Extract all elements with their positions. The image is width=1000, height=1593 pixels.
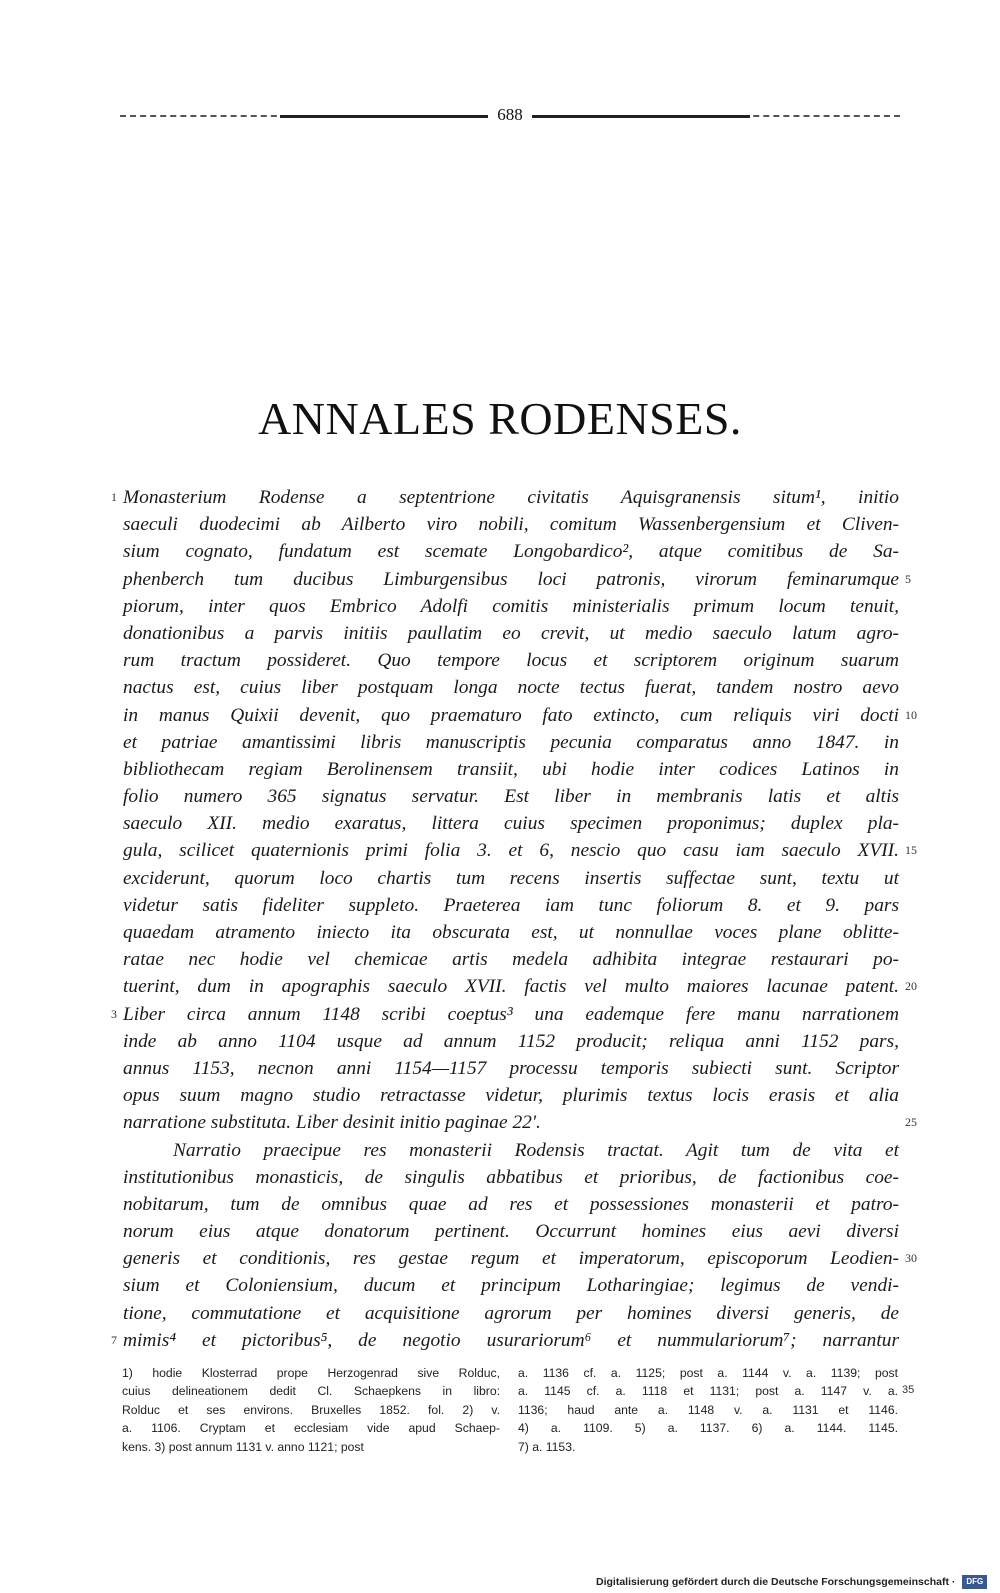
text-line — [123, 973, 917, 1000]
text-line-content: tuerint, dum in apographis saeculo XVII. factis vel multo maiores lacunae patent. — [123, 976, 899, 998]
text-line — [123, 620, 899, 647]
footnote-line: kens. 3) post annum 1131 v. anno 1121; post — [122, 1439, 364, 1454]
text-line-content: nobitarum, tum de omnibus quae ad res et possessiones monasterii et patro- — [123, 1193, 899, 1215]
text-line-content: inde ab anno 1104 usque ad annum 1152 producit; reliqua anni 1152 pars, — [123, 1030, 899, 1052]
text-line-content: saeculi duodecimi ab Ailberto viro nobili, comitum Wassenbergensium et Cliven- — [123, 514, 899, 536]
text-line — [123, 1245, 917, 1272]
text-line-content: donationibus a parvis initiis paullatim eo crevit, ut medio saeculo latum agro- — [123, 622, 899, 644]
text-line-content: quaedam atramento iniecto ita obscurata est, ut nonnullae voces plane oblitte- — [123, 922, 899, 943]
margin-mark: 3 — [111, 1006, 117, 1021]
text-line — [123, 919, 899, 946]
text-line — [123, 566, 911, 593]
footnote-line: 1) hodie Klosterrad prope Herzogenrad sive Rolduc, — [122, 1366, 500, 1380]
text-line-content: institutionibus monasticis, de singulis abbatibus et prioribus, de factionibus coe- — [123, 1166, 899, 1188]
text-line-content: sium et Coloniensium, ducum et principum Lotharingiae; legimus de vendi- — [123, 1275, 899, 1297]
header-rule-right — [532, 115, 900, 117]
text-line — [123, 511, 899, 538]
text-line-content: opus suum magno studio retractasse videtur, plurimis textus locis erasis et alia — [123, 1085, 899, 1107]
text-line-content: phenberch tum ducibus Limburgensibus loci patronis, virorum feminarumque — [123, 568, 899, 590]
text-line — [123, 946, 899, 973]
text-line-content: mimis⁴ et pictoribus⁵, de negotio usurariorum⁶ et nummulariorum⁷; narrantur — [123, 1329, 899, 1351]
text-line — [123, 1164, 899, 1191]
footnote-line: a. 1106. Cryptam et ecclesiam vide apud Schaep- — [122, 1421, 500, 1436]
text-line — [123, 1300, 899, 1327]
footnotes-column-right — [518, 1364, 898, 1456]
text-line-content: ratae nec hodie vel chemicae artis medela adhibita integrae restaurari po- — [123, 949, 899, 971]
text-line — [123, 702, 917, 729]
text-line-content: norum eius atque donatorum pertinent. Occurrunt homines eius aevi diversi — [123, 1221, 899, 1243]
text-line — [123, 647, 899, 674]
footnote-line: 4) a. 1109. 5) a. 1137. 6) a. 1144. 1145. — [518, 1421, 898, 1436]
page-number: 688 — [497, 105, 523, 124]
text-line-content: narratione substituta. Liber desinit initio paginae 22'. — [123, 1112, 541, 1134]
text-line — [123, 783, 899, 810]
text-line-content: folio numero 365 signatus servatur. Est liber in membranis latis et altis — [123, 786, 899, 808]
text-line-content: Monasterium Rodense a septentrione civitatis Aquisgranensis situm¹, initio — [123, 487, 899, 508]
text-line-content: annus 1153, necnon anni 1154—1157 processu temporis subiecti sunt. Scriptor — [123, 1057, 899, 1079]
text-line-content: saeculo XII. medio exaratus, littera cuius specimen proponimus; duplex pla- — [123, 813, 899, 835]
body-text — [111, 484, 917, 1354]
text-line — [123, 1055, 899, 1082]
text-line — [123, 1218, 899, 1245]
text-line-content: nactus est, cuius liber postquam longa nocte tectus fuerat, tandem nostro aevo — [123, 677, 899, 699]
text-line-content: bibliothecam regiam Berolinensem transiit, ubi hodie inter codices Latinos in — [123, 758, 899, 780]
margin-mark: 1 — [111, 490, 117, 504]
text-line-content: Narratio praecipue res monasterii Rodensis tractat. Agit tum de vita et — [173, 1139, 899, 1161]
text-line — [111, 1001, 899, 1028]
page-header — [120, 103, 900, 127]
line-number: 30 — [905, 1251, 917, 1266]
text-line-content: exciderunt, quorum loco chartis tum recens insertis suffectae sunt, textu ut — [123, 867, 899, 889]
text-line-content: in manus Quixii devenit, quo praematuro fato extincto, cum reliquis viri docti — [123, 704, 899, 726]
text-line-content: generis et conditionis, res gestae regum et imperatorum, episcoporum Leodien- — [123, 1248, 899, 1270]
text-line — [123, 1191, 899, 1218]
text-line-content: et patriae amantissimi libris manuscriptis pecunia comparatus anno 1847. in — [123, 731, 899, 753]
text-line — [123, 1028, 899, 1055]
footnote-line: a. 1145 cf. a. 1118 et 1131; post a. 1147 v. a. — [518, 1384, 898, 1399]
text-line-content: videtur satis fideliter suppleto. Praeterea iam tunc foliorum 8. et 9. pars — [123, 894, 899, 916]
text-line — [123, 865, 899, 892]
text-line — [123, 1082, 899, 1109]
text-line — [123, 674, 899, 701]
text-line — [123, 810, 899, 837]
footnote-line-number: 35 — [902, 1384, 915, 1396]
footnote-line: cuius delineationem dedit Cl. Schaepkens in libro: — [122, 1384, 500, 1399]
text-line-content: rum tractum possideret. Quo tempore locus et scriptorem originum suarum — [123, 650, 899, 672]
text-line — [123, 1272, 899, 1299]
text-line — [123, 538, 899, 565]
footnote-line: a. 1136 cf. a. 1125; post a. 1144 v. a. 1139; post — [518, 1366, 898, 1380]
footnote-line: 1136; haud ante a. 1148 v. a. 1131 et 1146. — [518, 1402, 898, 1417]
header-rule-left — [120, 115, 488, 117]
text-line — [123, 756, 899, 783]
text-line-content: gula, scilicet quaternionis primi folia 3. et 6, nescio quo casu iam saeculo XVII. — [123, 840, 899, 862]
text-line-content: piorum, inter quos Embrico Adolfi comitis ministerialis primum locum tenuit, — [123, 595, 899, 617]
text-line-content: sium cognato, fundatum est scemate Longobardico², atque comitibus de Sa- — [123, 541, 899, 563]
footnote-line: 7) a. 1153. — [518, 1439, 576, 1454]
text-line — [123, 593, 899, 620]
text-line — [123, 837, 917, 864]
footer-text: Digitalisierung gefördert durch die Deutsche Forschungsgemeinschaft · — [596, 1576, 956, 1588]
dfg-logo: DFG — [962, 1575, 987, 1589]
footnote-line: Rolduc et ses environs. Bruxelles 1852. fol. 2) v. — [122, 1402, 500, 1417]
text-line-content: Liber circa annum 1148 scribi coeptus³ una eademque fere manu narrationem — [123, 1003, 899, 1025]
text-line-content: tione, commutatione et acquisitione agrorum per homines diversi generis, de — [123, 1302, 899, 1324]
text-line — [111, 484, 899, 511]
footnotes-column-left — [122, 1364, 500, 1456]
text-line — [123, 892, 899, 919]
text-line — [123, 1137, 899, 1164]
line-number: 10 — [905, 707, 917, 722]
line-number: 15 — [905, 843, 917, 858]
text-line — [123, 1109, 917, 1136]
line-number: 20 — [905, 979, 917, 994]
digitization-footer — [596, 1574, 987, 1590]
line-number: 25 — [905, 1115, 917, 1130]
page-title: ANNALES RODENSES. — [258, 393, 742, 444]
line-number: 5 — [905, 571, 911, 586]
margin-mark: 7 — [111, 1332, 117, 1347]
text-line — [111, 1327, 899, 1354]
text-line — [123, 729, 899, 756]
